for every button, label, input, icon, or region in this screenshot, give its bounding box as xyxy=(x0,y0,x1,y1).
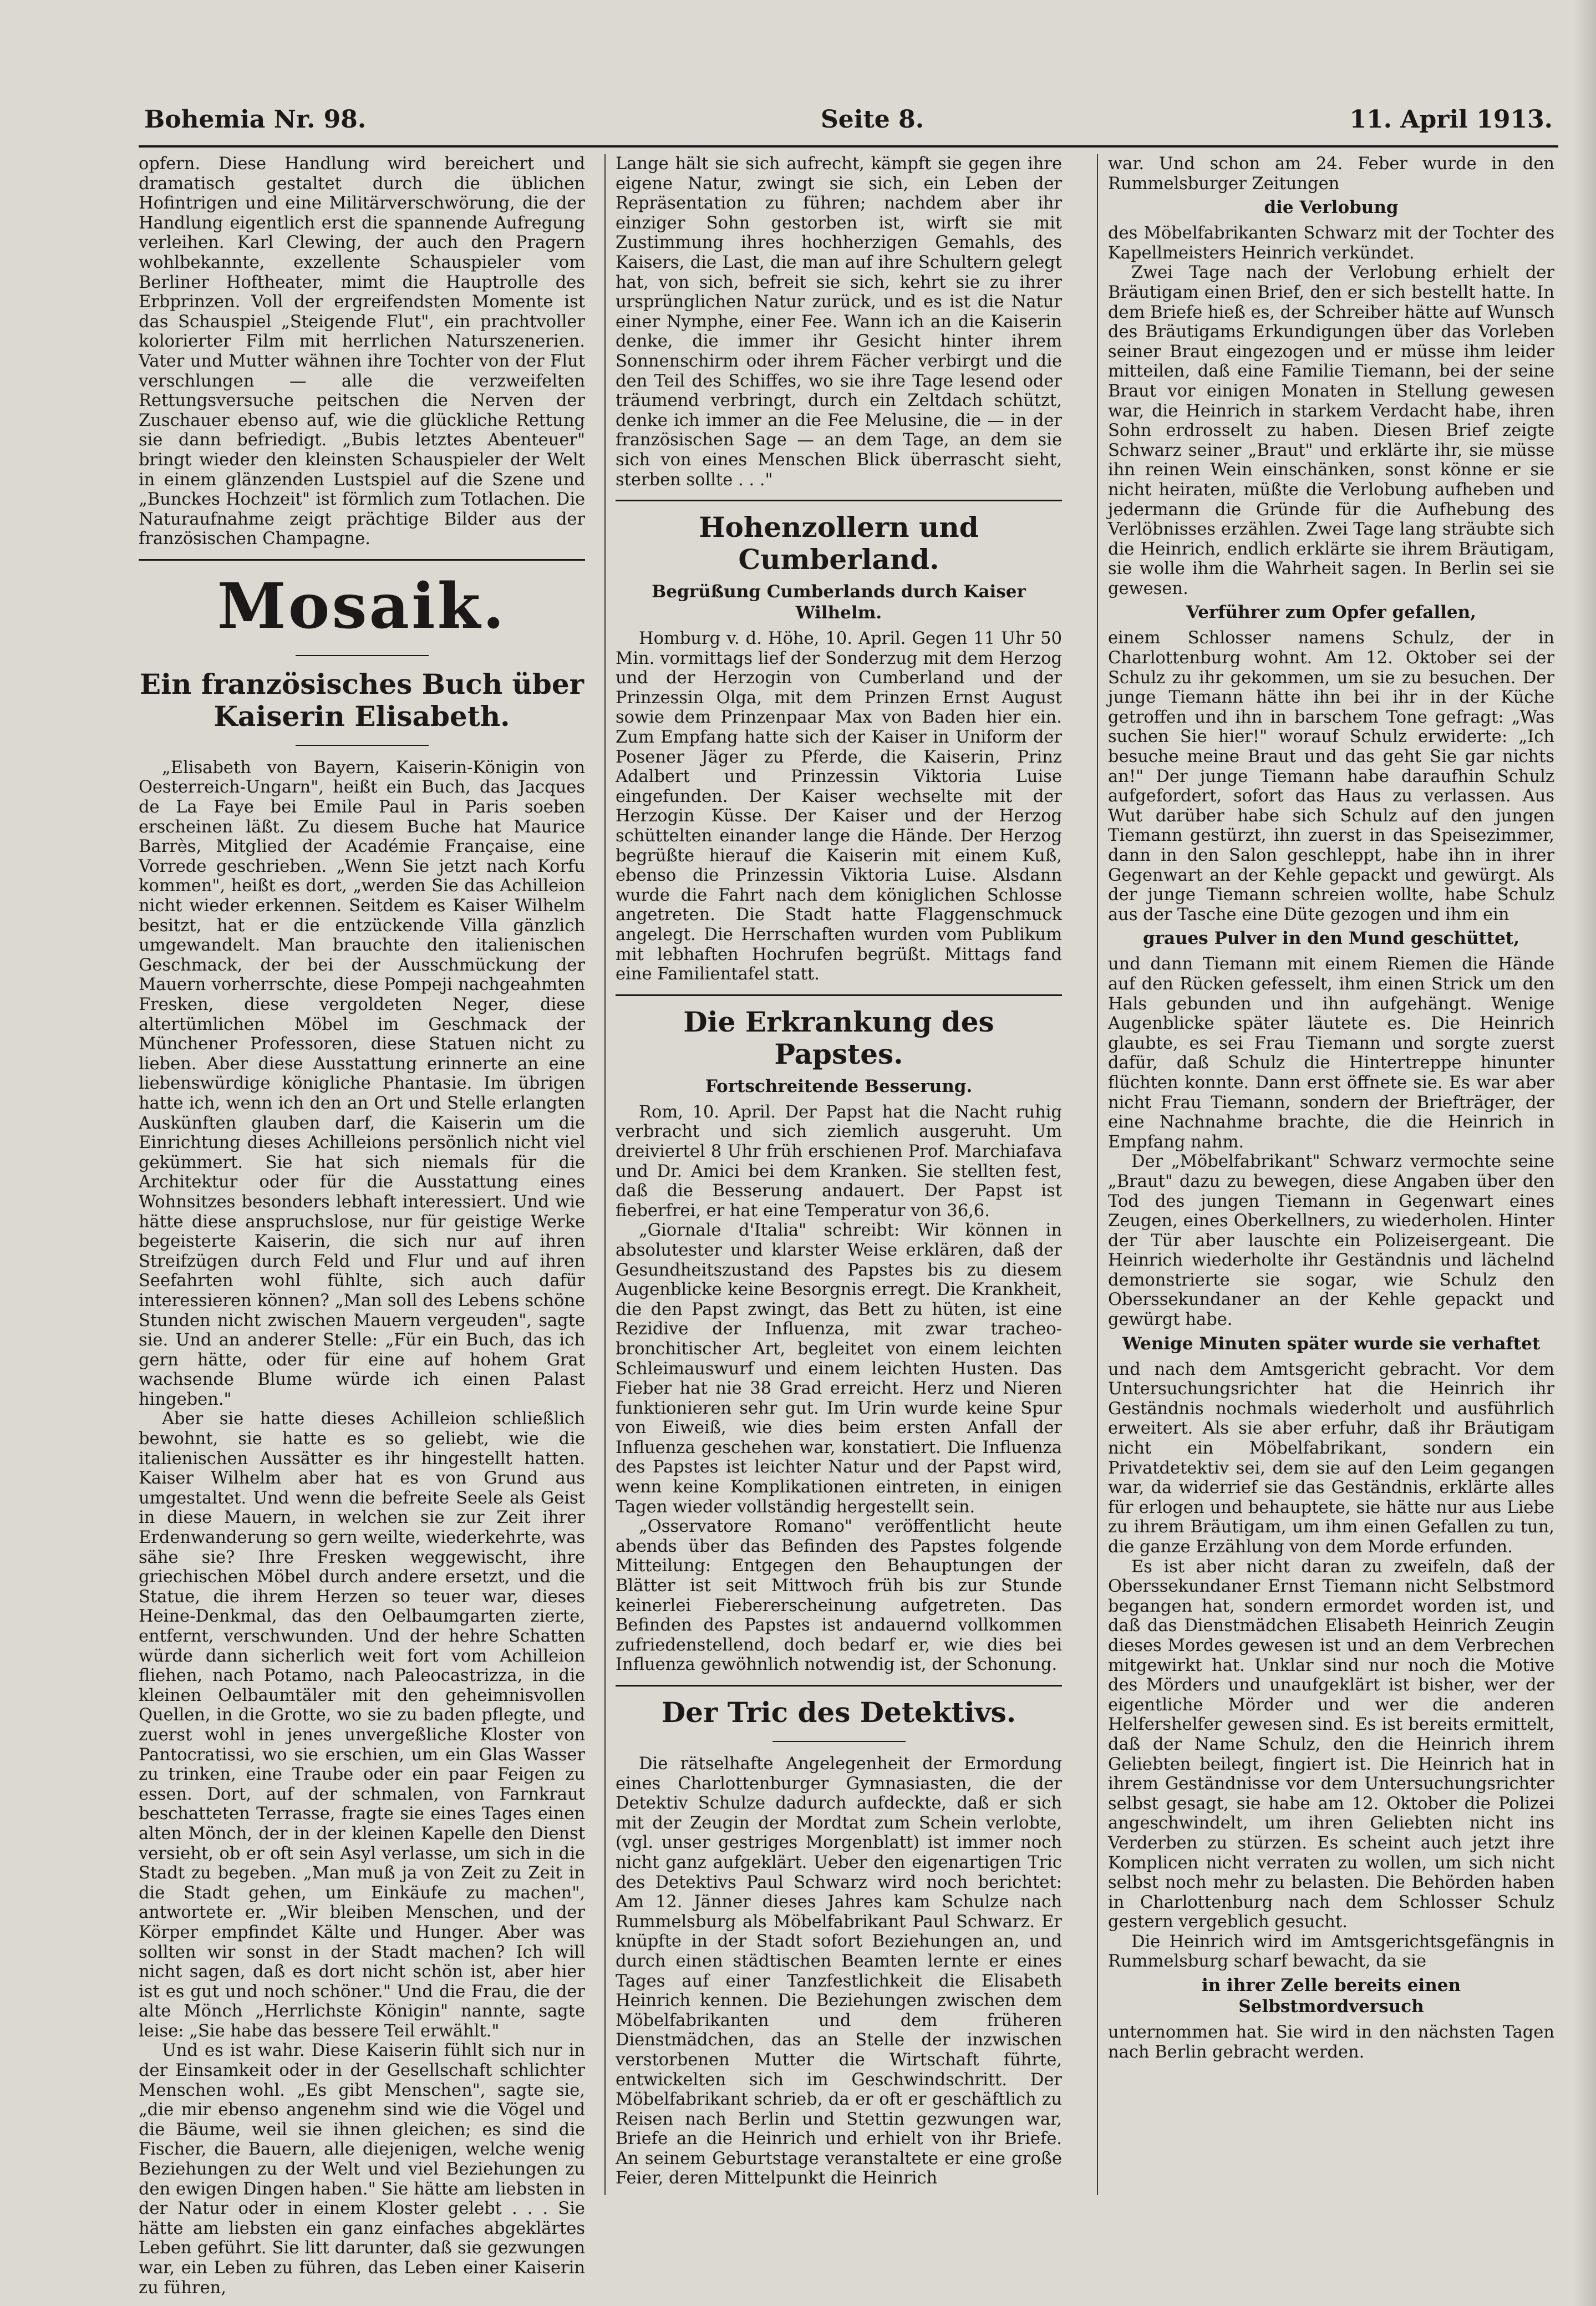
article-subtitle: Begrüßung Cumberlands durch Kaiser Wilhelm. xyxy=(652,582,1026,623)
title-separator xyxy=(772,1741,906,1742)
header-page-number: Seite 8. xyxy=(821,105,924,134)
section-rule xyxy=(616,500,1062,501)
header-rule xyxy=(139,145,1558,148)
film-review-continuation: opfern. Diese Handlung wird bereichert und dramatisch gestaltet durch die üblichen Hofintrigen und eine Militärverschwörung, die der Handlung eigentlich erst die spannende Aufregung verleihen. Karl Clewing, der auch den Pragern wohlbekannte, exzellente Schauspieler vom Berliner Hoftheater, mimt die Hauptrolle des Erbprinzen. Voll der ergreifendsten Momente ist das Schauspiel „Steigende Flut", ein prachtvoller kolorierter Film mit herrlichen Naturszenerien. Vater und Mutter wähnen ihre Tochter von der Flut verschlungen — alle die verzweifelten Rettungsversuche peitschen die Nerven der Zuschauer ebenso auf, wie die glückliche Rettung sie dann befriedigt. „Bubis letztes Abenteuer" bringt wieder den kleinsten Schauspieler der Welt in einem glänzenden Lustspiel auf die Szene und „Bunckes Hochzeit" ist förmlich zum Totlachen. Die Naturaufnahme zeigt prächtige Bilder aus der französischen Champagne. xyxy=(139,154,585,549)
header-date: 11. April 1913. xyxy=(1349,105,1553,134)
section-rule xyxy=(139,559,585,561)
article-paragraph: des Möbelfabrikanten Schwarz mit der Tochter des Kapellmeisters Heinrich verkündet. xyxy=(1108,224,1554,263)
column-2 xyxy=(616,154,1062,2195)
section-rule xyxy=(616,1685,1062,1687)
article-paragraph: Es ist aber nicht daran zu zweifeln, daß der Oberssekundaner Ernst Tiemann nicht Selbstmord begangen hat, sondern ermordet worden ist, und daß das Dienstmädchen Elisabeth Heinrich Zeugin dieses Mordes gewesen ist und an dem Verbrechen mitgewirkt hat. Unklar sind nur noch die Motive des Mörders und unaufgeklärt ist bisher, wer der eigentliche Mörder und wer die anderen Helfershelfer gewesen sind. Es ist bereits ermittelt, daß der Name Schulz, den die Heinrich ihrem Geliebten beilegt, fingiert ist. Die Heinrich hat in ihrem Geständnisse vor dem Untersuchungsrichter selbst gesagt, sie habe am 12. Oktober die Polizei angeschwindelt, um ihren Geliebten nicht ins Verderben zu stürzen. Es scheint auch jetzt ihre Komplicen nicht verraten zu wollen, um sich nicht selbst noch mehr zu belasten. Die Behörden haben in Charlottenburg nach dem Schlosser Schulz gestern vergeblich gesucht. xyxy=(1108,1557,1554,1932)
article-paragraph: Der „Möbelfabrikant" Schwarz vermochte seine „Braut" dazu zu bewegen, diese Angaben über den Tod des jungen Tiemann in Gegenwart eines Zeugen, eines Oberkellners, zu wiederholen. Hinter der Tür aber lauschte ein Polizeisergeant. Die Heinrich wiederholte ihr Geständnis und lächelnd demonstrierte sie sogar, wie Schulz den Oberssekundaner an der Kehle gepackt und gewürgt habe. xyxy=(1108,1152,1554,1330)
article-paragraph: einem Schlosser namens Schulz, der in Charlottenburg wohnt. Am 12. Oktober sei der Schulz zu ihr gekommen, um sie zu besuchen. Der junge Tiemann hätte ihn bei ihr in der Küche getroffen und ihn in barschem Tone gefragt: „Was suchen Sie hier!" worauf Schulz erwiderte: „Ich besuche meine Braut und das geht Sie gar nichts an!" Der junge Tiemann habe daraufhin Schulz aufgefordert, sofort das Haus zu verlassen. Aus Wut darüber habe sich Schulz auf den jungen Tiemann gestürzt, ihn zuerst in das Speisezimmer, dann in den Salon geschleppt, habe ihn in ihrer Gegenwart an der Kehle gepackt und gewürgt. Als der junge Tiemann schreien wollte, habe Schulz aus der Tasche eine Düte gezogen und ihm ein xyxy=(1108,628,1554,925)
article-paragraph: Lange hält sie sich aufrecht, kämpft sie gegen ihre eigene Natur, zwingt sie sich, ein Leben der Repräsentation zu führen; nachdem aber ihr einziger Sohn gestorben ist, wirft sie mit Zustimmung ihres hochherzigen Gemahls, des Kaisers, die Last, die man auf ihre Schultern gelegt hat, von sich, befreit sie sich, kehrt sie zu ihrer ursprünglichen Natur zurück, und es ist die Natur einer Nymphe, einer Fee. Wann ich an die Kaiserin denke, die immer ihr Gesicht hinter ihrem Sonnenschirm oder ihrem Fächer verbirgt und die den Teil des Schiffes, wo sie ihre Tage lesend oder träumend verbringt, durch ein Zeltdach schützt, denke ich immer an die Fee Melusine, die — in der französischen Sage — an dem Tage, an dem sie sich von eines Menschen Blick überrascht sieht, sterben sollte . . ." xyxy=(616,154,1062,490)
subheading: graues Pulver in den Mund geschüttet, xyxy=(1142,928,1520,949)
article-paragraph: Die rätselhafte Angelegenheit der Ermordung eines Charlottenburger Gymnasiasten, die der Detektiv Schulze dadurch aufdeckte, daß er sich mit der Zeugin der Mordtat zum Schein verlobte, (vgl. unser gestriges Morgenblatt) ist immer noch nicht ganz aufgeklärt. Ueber den eigenartigen Tric des Detektivs Paul Schwarz wird noch berichtet: Am 12. Jänner dieses Jahres kam Schulze nach Rummelsburg als Möbelfabrikant Paul Schwarz. Er knüpfte in der Stadt sofort Beziehungen an, und durch einen städtischen Beamten lernte er eines Tages auf einer Tanzfestlichkeit die Elisabeth Heinrich kennen. Die Beziehungen zwischen dem Möbelfabrikanten und dem früheren Dienstmädchen, das an Stelle der inzwischen verstorbenen Mutter die Wirtschaft führte, entwickelten sich im Geschwindschritt. Der Möbelfabrikant schrieb, da er oft er geschäftlich zu Reisen nach Berlin und Stettin gezwungen war, Briefe an die Heinrich und erhielt von ihr Briefe. An seinem Geburtstage veranstaltete er eine große Feier, deren Mittelpunkt die Heinrich xyxy=(616,1754,1062,2188)
article-title-hohenzollern: Hohenzollern und Cumberland. xyxy=(699,511,979,576)
page-edge-shadow xyxy=(1574,0,1596,2306)
column-3 xyxy=(1108,154,1554,2195)
article-paragraph: Und es ist wahr. Diese Kaiserin fühlt sich nur in der Einsamkeit oder in der Gesellschaft schlichter Menschen wohl. „Es gibt Menschen", sagte sie, „die mir ebenso angenehm sind wie die Vögel und die Bäume, weil sie ihnen gleichen; es sind die Fischer, die Bauern, alle diejenigen, welche wenig Beziehungen zu der Welt und viel Beziehungen zu den ewigen Dingen haben." Sie hätte am liebsten in der Natur oder in einem Kloster gelebt . . . Sie hätte am liebsten ein ganz einfaches abgeklärtes Leben geführt. Sie litt darunter, daß sie gezwungen war, ein Leben zu führen, das Leben einer Kaiserin zu führen, xyxy=(139,2041,585,2298)
subheading: in ihrer Zelle bereits einen Selbstmordversuch xyxy=(1201,1975,1461,2017)
column-1 xyxy=(139,154,585,2298)
section-separator xyxy=(296,655,429,656)
column-divider-2 xyxy=(1097,154,1098,2195)
article-paragraph: Aber sie hatte dieses Achilleion schließlich bewohnt, sie hatte es so geliebt, wie die italienischen Aussätter es ihr hingestellt hatten. Kaiser Wilhelm aber hat es von Grund aus umgestaltet. Und wenn die befreite Seele als Geist in diese Mauern, in welchen sie zur Zeit ihrer Erdenwanderung so gern weilte, wiederkehrte, was sähe sie? Ihre Fresken weggewischt, ihre griechischen Möbel durch andere ersetzt, und die Statue, die ihrem Herzen so teuer war, dieses Heine-Denkmal, das den Oelbaumgarten zierte, entfernt, verschwunden. Und der hehre Schatten würde dann sicherlich weit fort vom Achilleion fliehen, nach Potamo, nach Paleocastrizza, in die kleinen Oelbaumtäler mit den geheimnisvollen Quellen, in die Grotte, wo sie zu baden pflegte, und zuerst wohl in jenes unvergeßliche Kloster von Pantocratissi, wo sie erschien, um ein Glas Wasser zu trinken, eine Traube oder ein paar Feigen zu essen. Dort, auf der schmalen, von Farnkraut beschatteten Terrasse, fragte sie eines Tages einen alten Mönch, der in der kleinen Kapelle den Dienst versieht, ob er oft sein Asyl verlasse, um sich in die Stadt zu begeben. „Man muß ja von Zeit zu Zeit in die Stadt gehen, um Einkäufe zu machen", antwortete er. „Wir bleiben Menschen, und der Körper empfindet Kälte und Hunger. Aber was sollten wir sonst in der Stadt machen? Ich will nicht sagen, daß es dort nicht schön ist, aber hier ist es gut und noch schöner." Und die Frau, die der alte Mönch „Herrlichste Königin" nannte, sagte leise: „Sie habe das bessere Teil erwählt." xyxy=(139,1409,585,2041)
article-paragraph: war. Und schon am 24. Feber wurde in den Rummelsburger Zeitungen xyxy=(1108,154,1554,194)
page-header xyxy=(144,105,1553,144)
article-title-papst: Die Erkrankung des Papstes. xyxy=(683,1005,994,1070)
article-title-elisabeth: Ein französisches Buch über Kaiserin Elisabeth. xyxy=(140,667,584,733)
article-paragraph: Rom, 10. April. Der Papst hat die Nacht ruhig verbracht und sich ziemlich ausgeruht. Um dreiviertel 8 Uhr früh erschienen Prof. Marchiafava und Dr. Amici bei dem Kranken. Sie stellten fest, daß die Besserung andauert. Der Papst ist fieberfrei, er hat eine Temperatur von 36,6. xyxy=(616,1102,1062,1221)
subheading: Verführer zum Opfer gefallen, xyxy=(1186,602,1476,623)
article-paragraph: unternommen hat. Sie wird in den nächsten Tagen nach Berlin gebracht werden. xyxy=(1108,2023,1554,2062)
section-title-mosaik: Mosaik. xyxy=(217,570,507,643)
subheading: die Verlobung xyxy=(1264,197,1399,218)
section-rule xyxy=(616,994,1062,996)
article-paragraph: „Giornale d'Italia" schreibt: Wir können in absolutester und klarster Weise erklären, daß der Gesundheitszustand des Papstes bis zu diesem Augenblicke keine Besorgnis erregt. Die Krankheit, die den Papst zwingt, das Bett zu hüten, ist eine Rezidive der Influenza, mit zwar tracheo-bronchitischer Art, begleitet von einem leichten Schleimauswurf und einem leichten Husten. Das Fieber hat nie 38 Grad erreicht. Herz und Nieren funktionieren sehr gut. Im Urin wurde keine Spur von Eiweiß, wie dies beim ersten Anfall der Influenza geschehen war, konstatiert. Die Influenza des Papstes ist leichter Natur und der Papst wird, wenn keine Komplikationen eintreten, in einigen Tagen wieder vollständig hergestellt sein. xyxy=(616,1221,1062,1517)
article-paragraph: Die Heinrich wird im Amtsgerichtsgefängnis in Rummelsburg scharf bewacht, da sie xyxy=(1108,1932,1554,1972)
article-paragraph: und dann Tiemann mit einem Riemen die Hände auf den Rücken gefesselt, ihm einen Strick um den Hals gebunden und ihn aufgehängt. Wenige Augenblicke später läutete es. Die Heinrich glaubte, es sei Frau Tiemann und sorgte zuerst dafür, daß Schulz die Hintertreppe hinunter flüchten konnte. Dann erst öffnete sie. Es war aber nicht Frau Tiemann, sondern der Briefträger, der eine Nachnahme brachte, die die Heinrich in Empfang nahm. xyxy=(1108,954,1554,1152)
article-paragraph: „Elisabeth von Bayern, Kaiserin-Königin von Oesterreich-Ungarn", heißt ein Buch, das Jacques de La Faye bei Emile Paul in Paris soeben erscheinen läßt. Zu diesem Buche hat Maurice Barrès, Mitglied der Académie Française, eine Vorrede geschrieben. „Wenn Sie jetzt nach Korfu kommen", heißt es dort, „werden Sie das Achilleion nicht wieder erkennen. Seitdem es Kaiser Wilhelm besitzt, hat er die entzückende Villa gänzlich umgewandelt. Man brauchte den italienischen Geschmack, der bei der Ausschmückung der Mauern vorherrschte, diese Pompeji nachgeahmten Fresken, diese vergoldeten Neger, diese altertümlichen Möbel im Geschmack der Münchener Professoren, diese Statuen nicht zu lieben. Aber diese Ausstattung erinnerte an eine liebenswürdige königliche Phantasie. Im übrigen hatte ich, wenn ich den an Ort und Stelle erlangten Auskünften glauben darf, die Kaiserin um die Einrichtung dieses Achilleions persönlich nicht viel gekümmert. Sie hat sich niemals für die Architektur oder für die Ausstattung eines Wohnsitzes besonders lebhaft interessiert. Und wie hätte diese anspruchslose, nur für geistige Werke begeisterte Kaiserin, die sich nur auf ihren Streifzügen durch Feld und Flur und auf ihren Seefahrten wohl fühlte, sich auch dafür interessieren können? „Man soll des Lebens schöne Stunden nicht zwischen Mauern vergeuden", sagte sie. Und an anderer Stelle: „Für ein Buch, das ich gern hätte, oder für eine auf hohem Grat wachsende Blume würde ich einen Palast hingeben." xyxy=(139,758,585,1409)
article-paragraph: und nach dem Amtsgericht gebracht. Vor dem Untersuchungsrichter hat die Heinrich ihr Geständnis nochmals wiederholt und ausführlich erweitert. Als sie aber erfuhr, daß ihr Bräutigam nicht ein Möbelfabrikant, sondern ein Privatdetektiv sei, dem sie auf den Leim gegangen war, da widerrief sie das Geständnis, erklärte alles für erlogen und behauptete, sie hätte nur aus Liebe zu ihrem Bräutigam, um ihm einen Gefallen zu tun, die ganze Erzählung von dem Morde erfunden. xyxy=(1108,1359,1554,1557)
article-paragraph: Homburg v. d. Höhe, 10. April. Gegen 11 Uhr 50 Min. vormittags lief der Sonderzug mit dem Herzog und der Herzogin von Cumberland und der Prinzessin Olga, mit dem Prinzen Ernst August sowie dem Prinzenpaar Max von Baden hier ein. Zum Empfang hatte sich der Kaiser in Uniform der Posener Jäger zu Pferde, die Kaiserin, Prinz Adalbert und Prinzessin Viktoria Luise eingefunden. Der Kaiser wechselte mit der Herzogin Küsse. Der Kaiser und der Herzog schüttelten einander lange die Hände. Der Herzog begrüßte hierauf die Kaiserin mit einem Kuß, ebenso die Prinzessin Viktoria Luise. Alsdann wurde die Fahrt nach dem königlichen Schlosse angetreten. Die Stadt hatte Flaggenschmuck angelegt. Die Herrschaften wurden vom Publikum mit lebhaften Hochrufen begrüßt. Mittags fand eine Familientafel statt. xyxy=(616,629,1062,984)
article-paragraph: Zwei Tage nach der Verlobung erhielt der Bräutigam einen Brief, den er sich bestellt hatte. In dem Briefe hieß es, der Schreiber hätte auf Wunsch des Bräutigams Erkundigungen über das Vorleben seiner Braut eingezogen und er müsse ihm leider mitteilen, daß eine Familie Tiemann, bei der seine Braut vor einigen Monaten in Stellung gewesen war, die Heinrich in starkem Verdacht habe, ihren Sohn erdrosselt zu haben. Diesen Brief zeigte Schwarz seiner „Braut" und erklärte ihr, sie müsse ihn reinen Wein einschänken, sonst könne er sie nicht heiraten, müßte die Verlobung aufheben und jedermann die Gründe für die Aufhebung des Verlöbnisses erzählen. Zwei Tage lang sträubte sich die Heinrich, endlich erklärte sie ihrem Bräutigam, sie wolle ihm die Wahrheit sagen. In Berlin sei sie gewesen. xyxy=(1108,263,1555,598)
subheading: Wenige Minuten später wurde sie verhaftet xyxy=(1122,1333,1541,1354)
article-title-detektiv: Der Tric des Detektivs. xyxy=(661,1696,1016,1729)
article-subtitle: Fortschreitende Besserung. xyxy=(705,1076,973,1096)
title-separator xyxy=(296,745,429,746)
column-divider-1 xyxy=(604,154,606,2195)
article-paragraph: „Osservatore Romano" veröffentlicht heute abends über das Befinden des Papstes folgende Mitteilung: Entgegen den Behauptungen der Blätter ist seit Mittwoch früh bis zur Stunde keinerlei Fiebererscheinung aufgetreten. Das Befinden des Papstes ist andauernd vollkommen zufriedenstellend, doch bedarf er, wie dies bei Influenza gewöhnlich notwendig ist, der Schonung. xyxy=(616,1517,1062,1675)
header-issue: Bohemia Nr. 98. xyxy=(144,105,367,134)
